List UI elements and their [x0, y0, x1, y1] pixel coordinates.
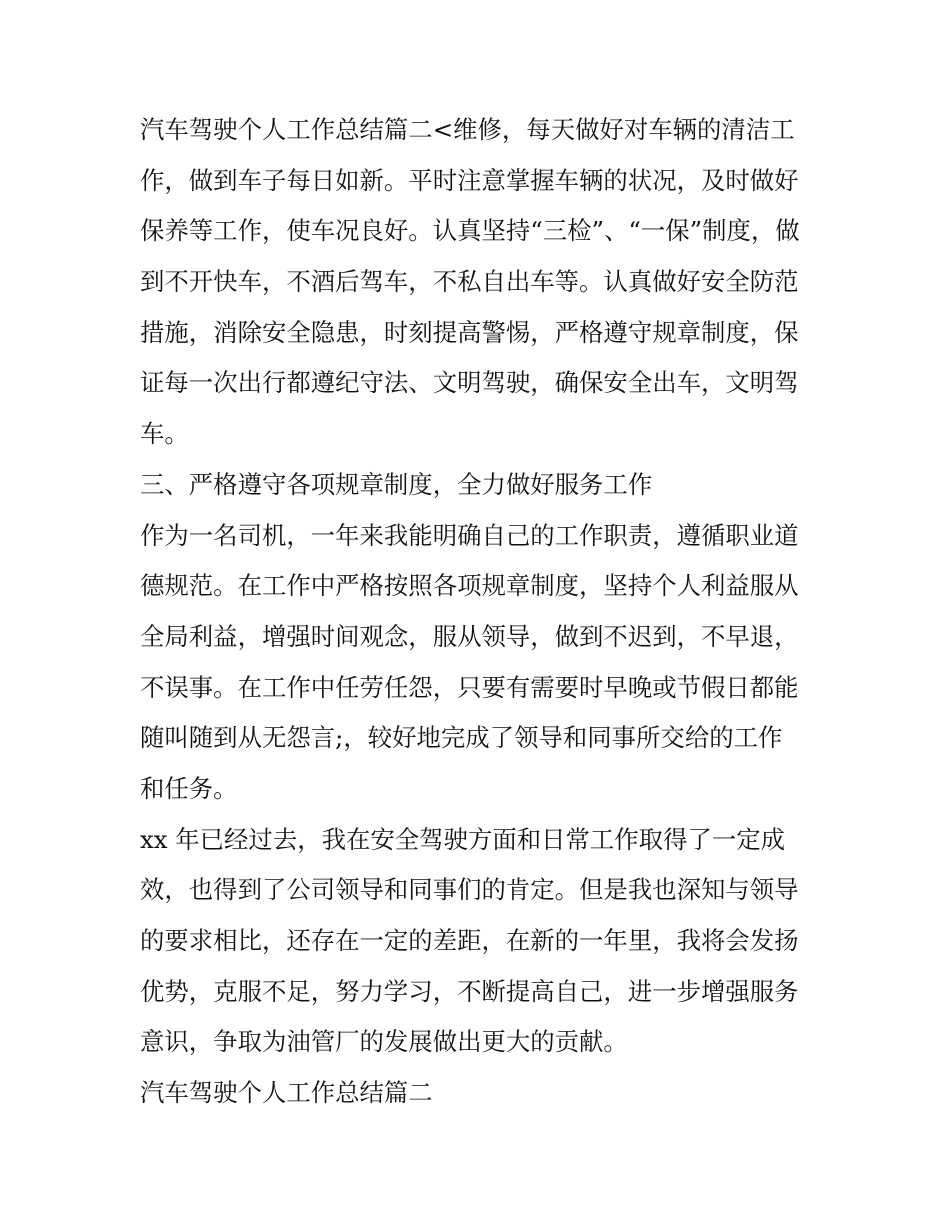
- text-line: 随叫随到从无怨言;，较好地完成了领导和同事所交给的工作: [140, 723, 783, 753]
- text-line: 作，做到车子每日如新。平时注意掌握车辆的状况，及时做好: [140, 165, 799, 195]
- text-line: 和任务。: [140, 773, 238, 803]
- section-heading: 汽车驾驶个人工作总结篇二: [140, 1078, 433, 1108]
- text-line: 措施，消除安全隐患，时刻提高警惕，严格遵守规章制度，保: [140, 317, 799, 347]
- text-line: 到不开快车，不酒后驾车，不私自出车等。认真做好安全防范: [140, 267, 799, 297]
- text-line: 保养等工作，使车况良好。认真坚持“三检”、“一保”制度，做: [140, 216, 800, 246]
- text-line: 车。: [140, 419, 189, 449]
- text-line: 作为一名司机，一年来我能明确自己的工作职责，遵循职业道: [140, 520, 799, 550]
- section-heading: 三、严格遵守各项规章制度，全力做好服务工作: [140, 469, 653, 499]
- text-line: 不误事。在工作中任劳任怨，只要有需要时早晚或节假日都能: [140, 672, 799, 702]
- text-line: 德规范。在工作中严格按照各项规章制度，坚持个人利益服从: [140, 571, 799, 601]
- text-line: 全局利益，增强时间观念，服从领导，做到不迟到，不早退，: [140, 621, 799, 651]
- text-line: 优势，克服不足，努力学习，不断提高自己，进一步增强服务: [140, 976, 799, 1006]
- text-line: 汽车驾驶个人工作总结篇二<维修，每天做好对车辆的清洁工: [140, 115, 795, 144]
- document-body: [140, 105, 820, 1119]
- text-line: 的要求相比，还存在一定的差距，在新的一年里，我将会发扬: [140, 926, 799, 955]
- text-line: 意识，争取为油管厂的发展做出更大的贡献。: [140, 1027, 628, 1057]
- text-line: xx 年已经过去，我在安全驾驶方面和日常工作取得了一定成: [140, 824, 786, 854]
- text-line: 效，也得到了公司领导和同事们的肯定。但是我也深知与领导: [140, 875, 799, 905]
- text-line: 证每一次出行都遵纪守法、文明驾驶，确保安全出车，文明驾: [140, 368, 799, 398]
